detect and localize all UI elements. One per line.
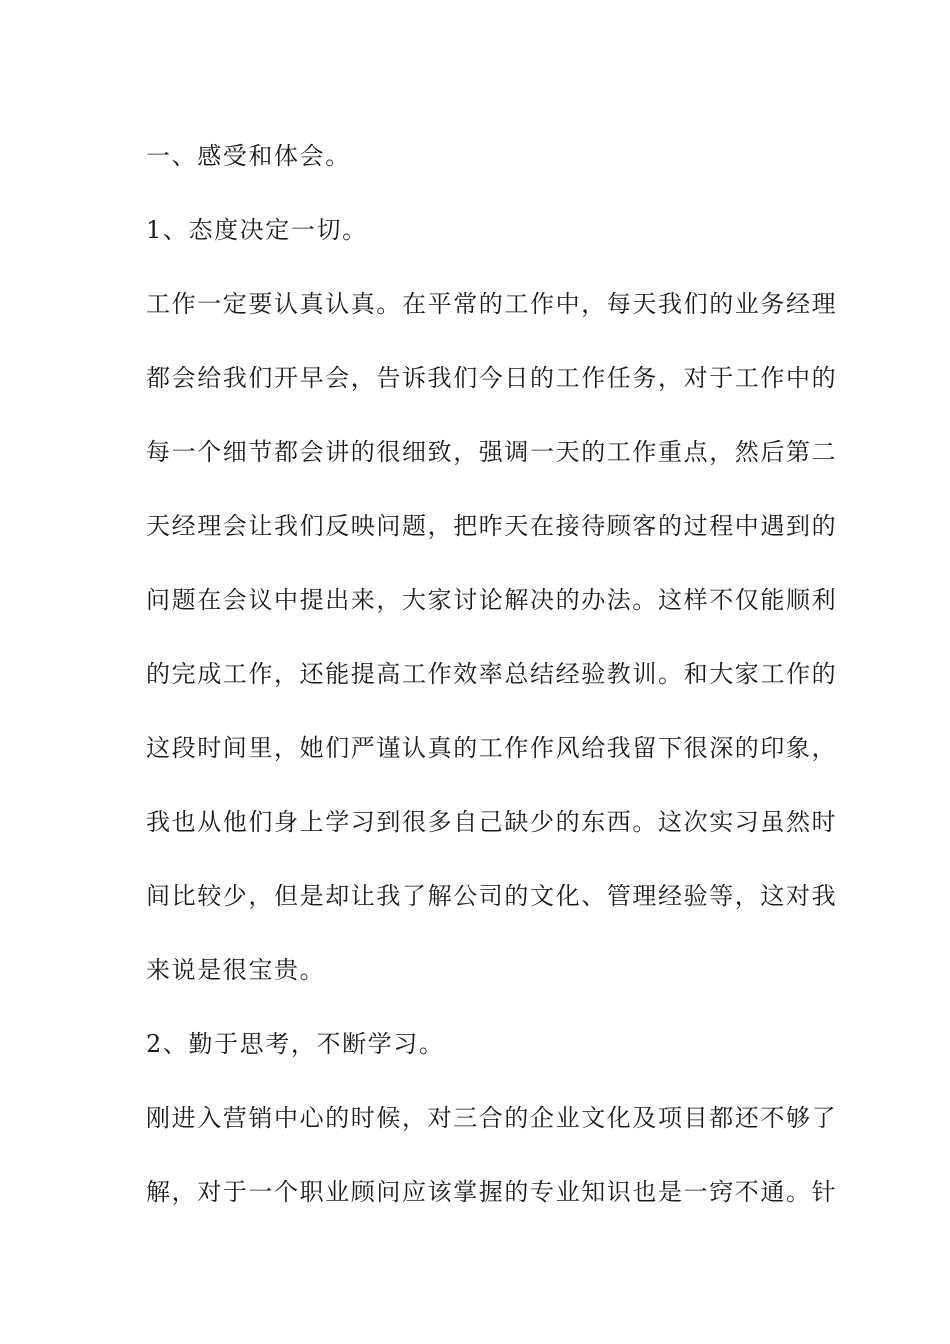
section-heading: 一、感受和体会。	[146, 142, 351, 170]
paragraph-line: 来说是很宝贵。	[146, 956, 326, 984]
subsection-heading-2: 2、勤于思考，不断学习。	[146, 1030, 445, 1058]
paragraph-line: 工作一定要认真认真。在平常的工作中，每天我们的业务经理	[146, 290, 838, 318]
paragraph-line: 解，对于一个职业顾问应该掌握的专业知识也是一窍不通。针	[146, 1178, 838, 1206]
paragraph-line: 间比较少，但是却让我了解公司的文化、管理经验等，这对我	[146, 882, 838, 910]
subsection-heading-1: 1、态度决定一切。	[146, 216, 368, 244]
paragraph-line: 都会给我们开早会，告诉我们今日的工作任务，对于工作中的	[146, 364, 838, 392]
paragraph-line: 这段时间里，她们严谨认真的工作作风给我留下很深的印象，	[146, 734, 838, 762]
paragraph-line: 每一个细节都会讲的很细致，强调一天的工作重点，然后第二	[146, 438, 838, 466]
paragraph-line: 天经理会让我们反映问题，把昨天在接待顾客的过程中遇到的	[146, 512, 838, 540]
paragraph-line: 刚进入营销中心的时候，对三合的企业文化及项目都还不够了	[146, 1104, 838, 1132]
document-body	[146, 135, 838, 1245]
paragraph-line: 的完成工作，还能提高工作效率总结经验教训。和大家工作的	[146, 660, 838, 688]
paragraph-line: 问题在会议中提出来，大家讨论解决的办法。这样不仅能顺利	[146, 586, 838, 614]
paragraph-line: 我也从他们身上学习到很多自己缺少的东西。这次实习虽然时	[146, 808, 838, 836]
